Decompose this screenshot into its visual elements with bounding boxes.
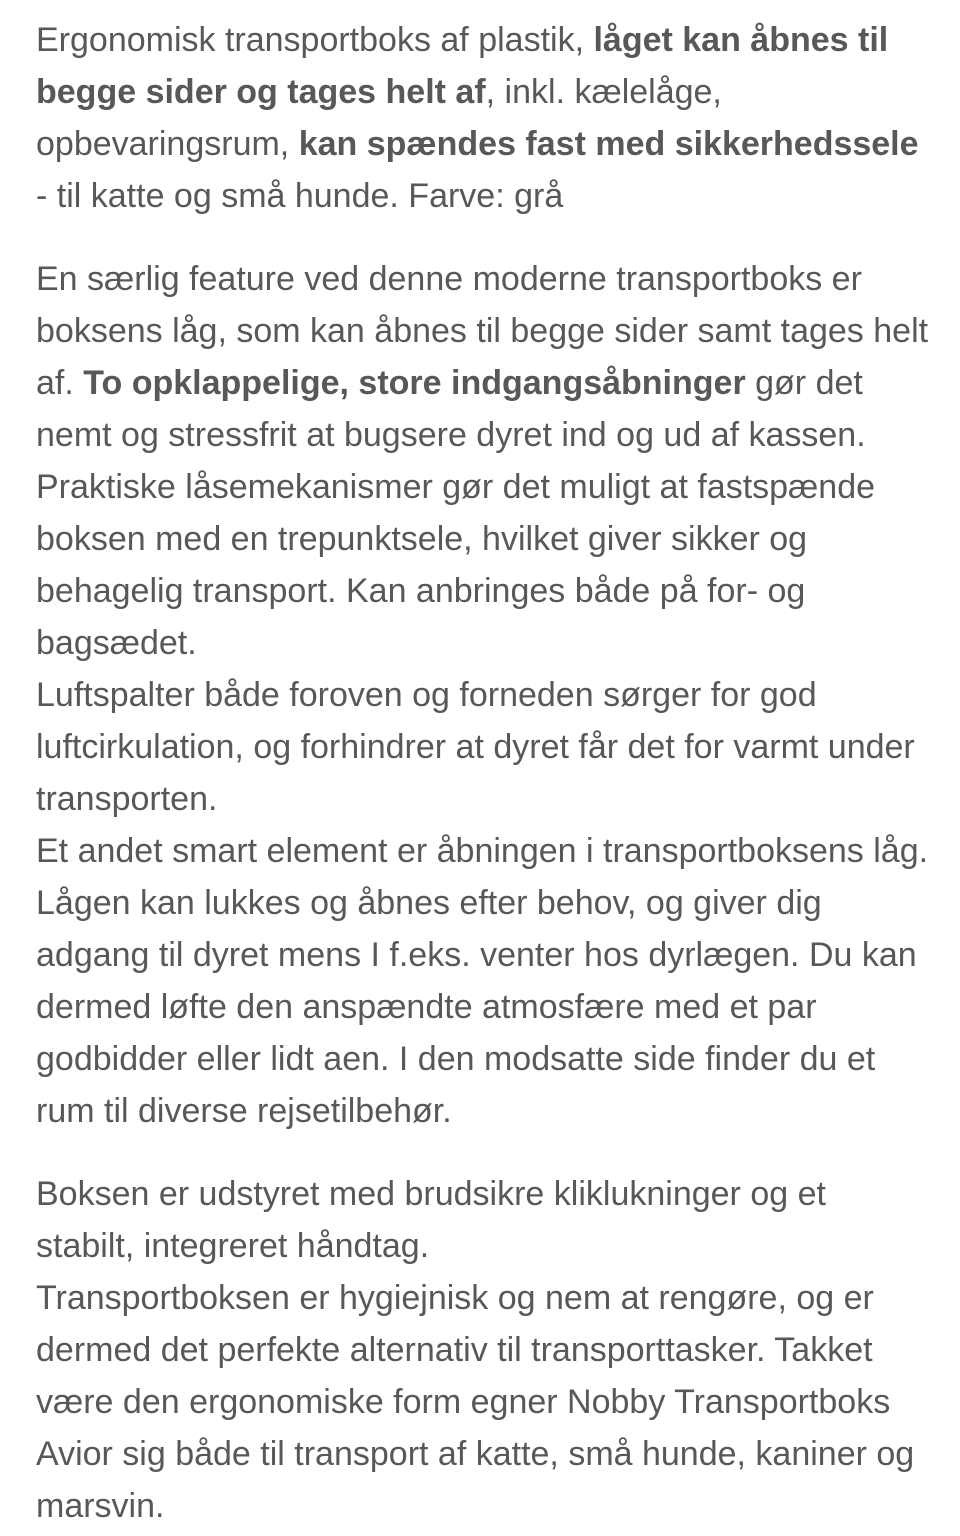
text-line	[36, 1033, 940, 1085]
text-segment: stabilt, integreret håndtag.	[36, 1227, 430, 1265]
text-line	[36, 513, 940, 565]
text-segment: nemt og stressfrit at bugsere dyret ind og ud af kassen.	[36, 416, 866, 454]
text-segment: marsvin.	[36, 1487, 165, 1525]
text-segment: bagsædet.	[36, 624, 197, 662]
text-line	[36, 253, 940, 305]
text-segment: dermed løfte den anspændte atmosfære med et par	[36, 988, 817, 1026]
text-line	[36, 1085, 940, 1137]
text-line	[36, 773, 940, 825]
text-line	[36, 1428, 940, 1480]
text-segment: boksen med en trepunktsele, hvilket giver sikker og	[36, 520, 808, 558]
text-line	[36, 409, 940, 461]
text-segment: Et andet smart element er åbningen i transportboksens låg.	[36, 832, 929, 870]
text-line	[36, 461, 940, 513]
text-segment: være den ergonomiske form egner Nobby Transportboks	[36, 1383, 891, 1421]
text-line	[36, 721, 940, 773]
text-segment: Boksen er udstyret med brudsikre kliklukninger og et	[36, 1175, 826, 1213]
text-segment: - til katte og små hunde. Farve: grå	[36, 177, 564, 215]
text-segment: behagelig transport. Kan anbringes både på for- og	[36, 572, 806, 610]
text-line	[36, 1480, 940, 1532]
text-segment: opbevaringsrum,	[36, 125, 299, 163]
text-line	[36, 877, 940, 929]
bold-text-segment: låget kan åbnes til	[593, 21, 889, 59]
text-segment: Praktiske låsemekanismer gør det muligt at fastspænde	[36, 468, 876, 506]
text-line	[36, 617, 940, 669]
text-line	[36, 565, 940, 617]
text-segment: godbidder eller lidt aen. I den modsatte side finder du et	[36, 1040, 876, 1078]
text-line	[36, 1272, 940, 1324]
text-line	[36, 357, 940, 409]
text-line	[36, 118, 940, 170]
text-line	[36, 929, 940, 981]
text-line	[36, 305, 940, 357]
text-segment: Ergonomisk transportboks af plastik,	[36, 21, 594, 59]
text-segment: Lågen kan lukkes og åbnes efter behov, og giver dig	[36, 884, 822, 922]
text-segment: dermed det perfekte alternativ til transporttasker. Takket	[36, 1331, 873, 1369]
text-line	[36, 1324, 940, 1376]
text-segment: boksens låg, som kan åbnes til begge sider samt tages helt	[36, 312, 929, 350]
text-line	[36, 825, 940, 877]
paragraph-1	[36, 14, 940, 222]
text-segment: , inkl. kælelåge,	[485, 73, 722, 111]
text-line	[36, 66, 940, 118]
text-line	[36, 1220, 940, 1272]
text-segment: transporten.	[36, 780, 218, 818]
text-segment: En særlig feature ved denne moderne transportboks er	[36, 260, 862, 298]
text-segment: adgang til dyret mens I f.eks. venter hos dyrlægen. Du kan	[36, 936, 917, 974]
text-line	[36, 1168, 940, 1220]
paragraph-2	[36, 253, 940, 1137]
text-line	[36, 14, 940, 66]
text-line	[36, 981, 940, 1033]
bold-text-segment: begge sider og tages helt af	[36, 73, 486, 111]
bold-text-segment: kan spændes fast med sikkerhedssele	[298, 125, 919, 163]
text-segment: Transportboksen er hygiejnisk og nem at rengøre, og er	[36, 1279, 874, 1317]
text-line	[36, 669, 940, 721]
text-segment: luftcirkulation, og forhindrer at dyret får det for varmt under	[36, 728, 915, 766]
text-line	[36, 170, 940, 222]
bold-text-segment: To opklappelige, store indgangsåbninger	[83, 364, 746, 402]
text-segment: Avior sig både til transport af katte, små hunde, kaniner og	[36, 1435, 915, 1473]
text-line	[36, 1376, 940, 1428]
text-segment: rum til diverse rejsetilbehør.	[36, 1092, 452, 1130]
text-segment: Luftspalter både foroven og forneden sørger for god	[36, 676, 817, 714]
text-segment: af.	[36, 364, 84, 402]
paragraph-3	[36, 1168, 940, 1532]
text-segment: gør det	[745, 364, 863, 402]
